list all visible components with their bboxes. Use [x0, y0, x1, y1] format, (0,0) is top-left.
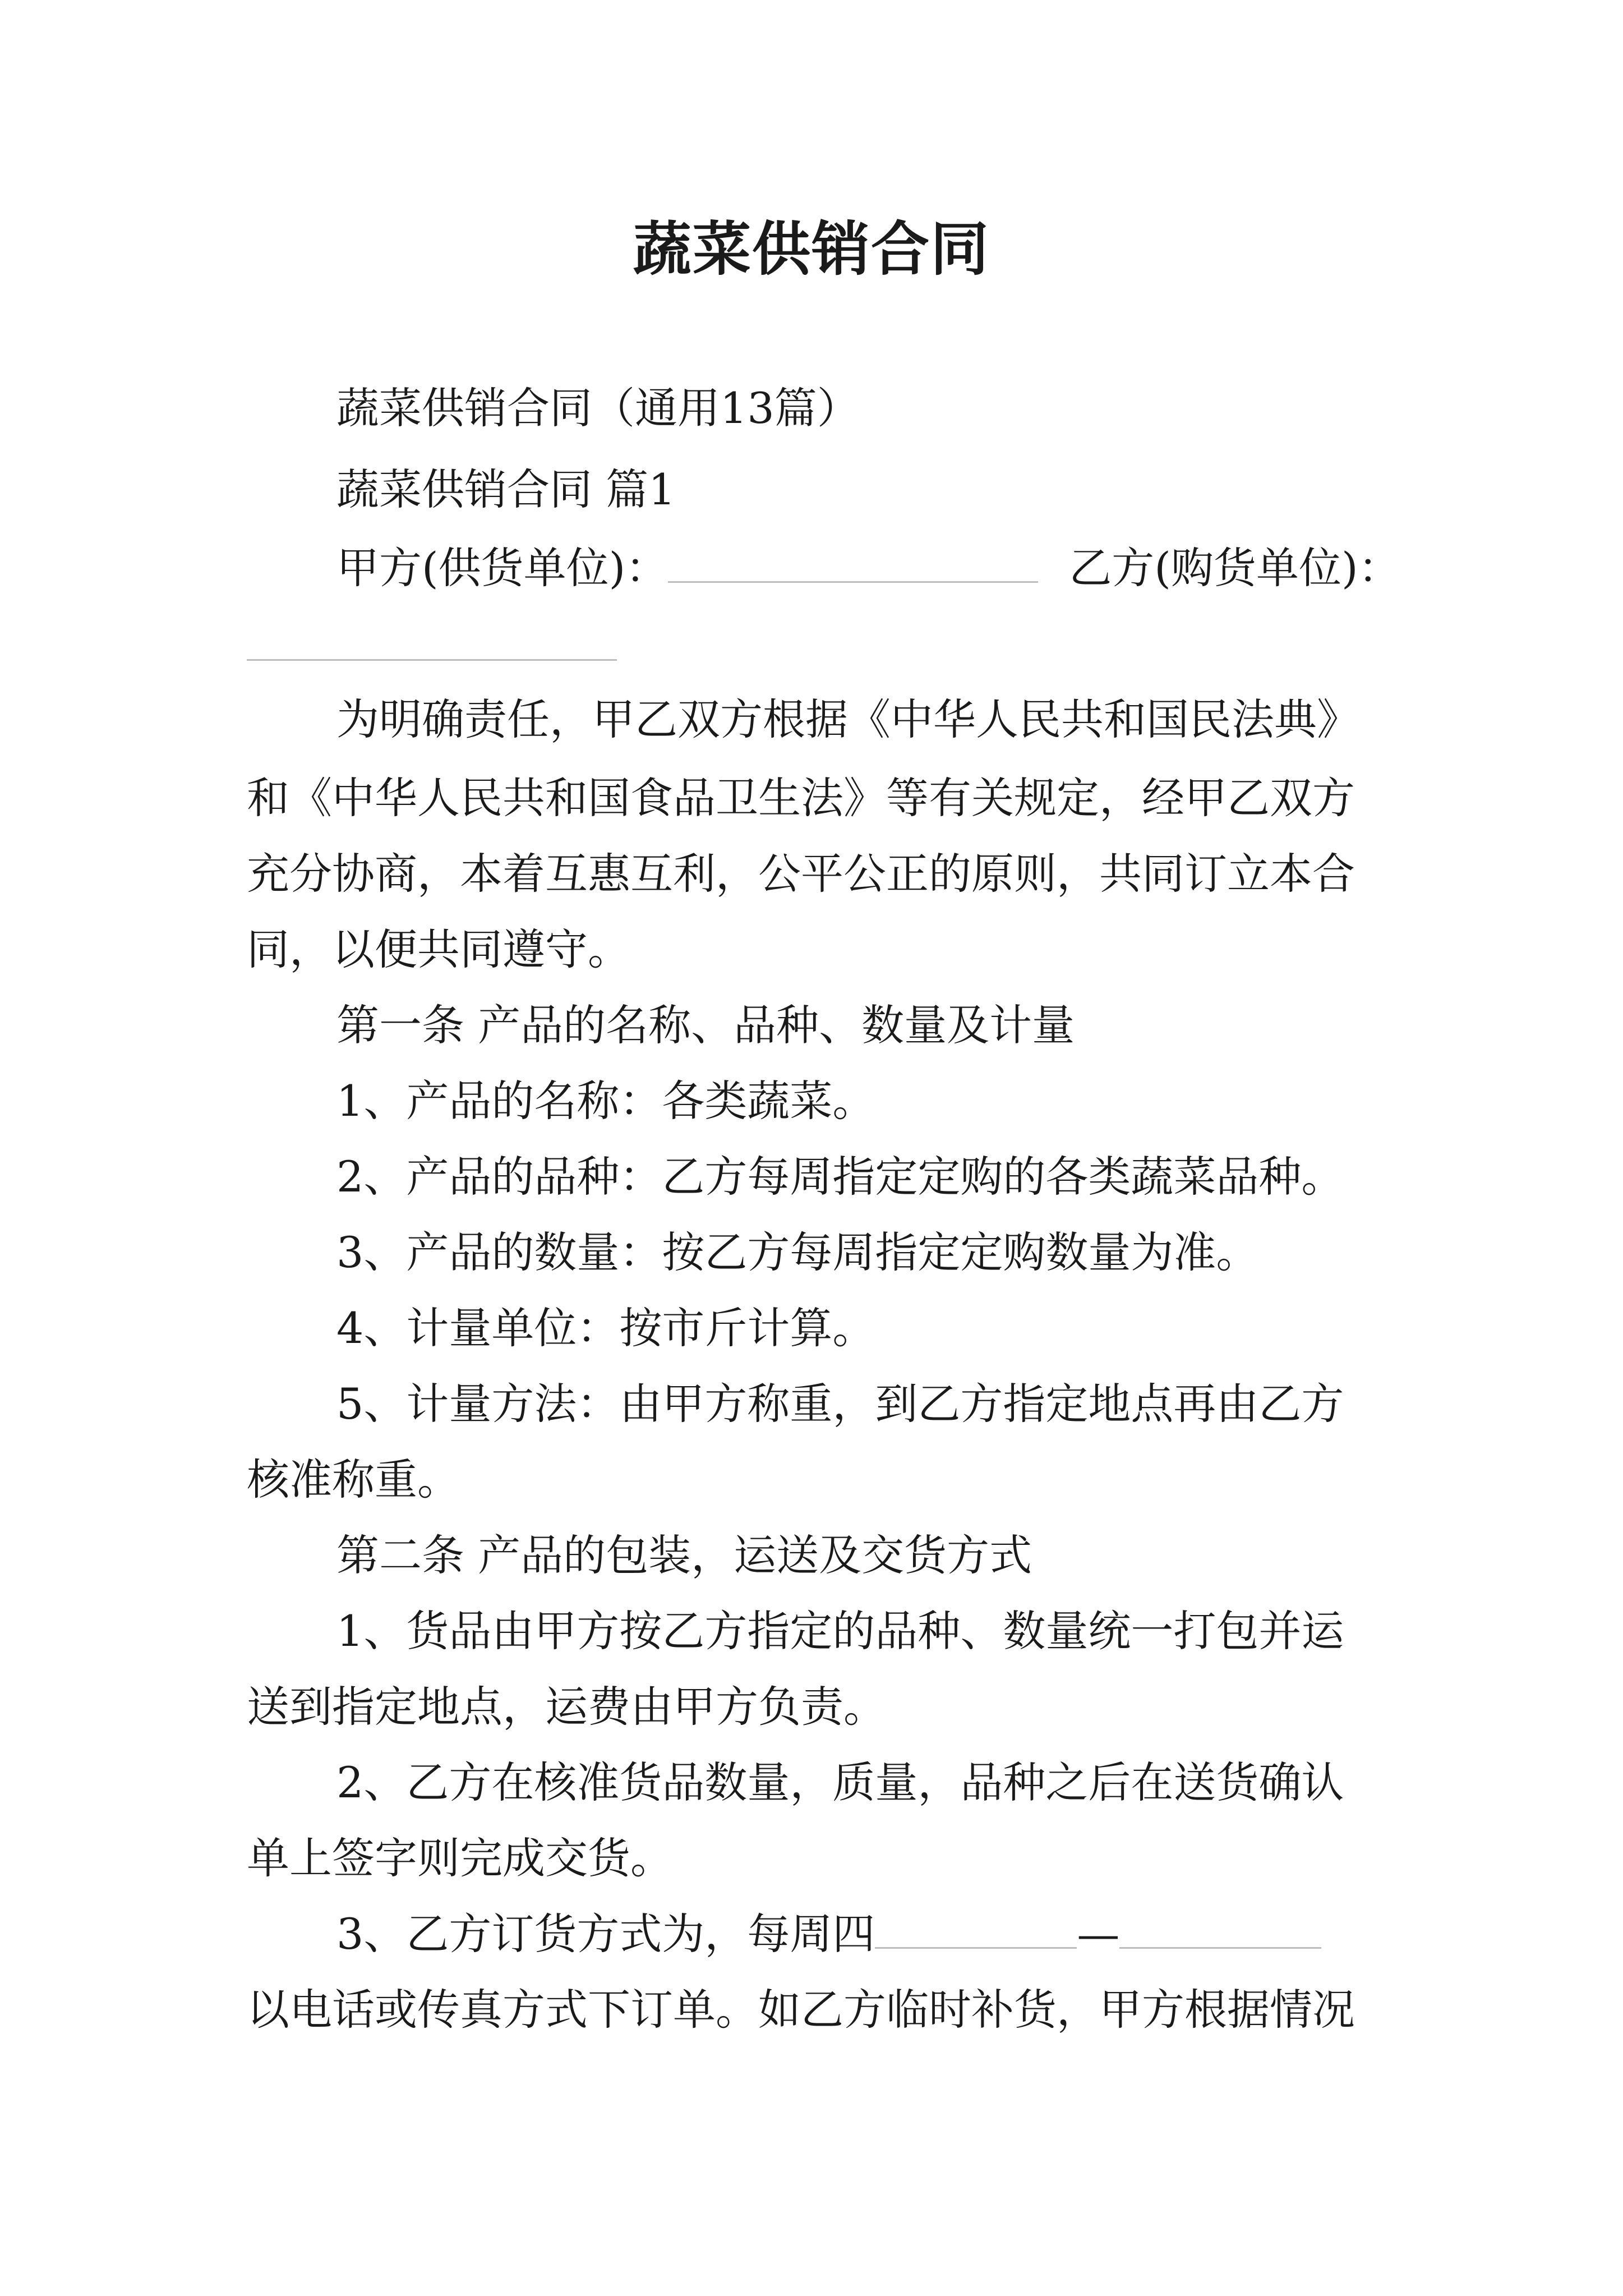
paragraph-line: 充分协商，本着互惠互利，公平公正的原则，共同订立本合 — [247, 849, 1355, 899]
order-text: 3、乙方订货方式为，每周四 — [336, 1909, 875, 1959]
list-item-continuation: 以电话或传真方式下订单。如乙方临时补货，甲方根据情况 — [247, 1985, 1355, 2035]
list-item: 4、计量单位：按市斤计算。 — [336, 1303, 875, 1353]
list-item-continuation: 核准称重。 — [247, 1455, 460, 1504]
list-item — [336, 1909, 1321, 1959]
party-a-blank — [668, 579, 1038, 583]
document-title: 蔬菜供销合同 — [633, 214, 990, 283]
list-item: 1、货品由甲方按乙方指定的品种、数量统一打包并运 — [336, 1606, 1344, 1656]
section-heading-line: 蔬菜供销合同 篇1 — [336, 464, 676, 514]
list-item-continuation: 单上签字则完成交货。 — [247, 1833, 673, 1883]
list-item: 2、产品的品种：乙方每周指定定购的各类蔬菜品种。 — [336, 1152, 1344, 1202]
list-item: 3、产品的数量：按乙方每周指定定购数量为准。 — [336, 1227, 1259, 1277]
party-line — [336, 543, 1401, 593]
list-item: 5、计量方法：由甲方称重，到乙方指定地点再由乙方 — [336, 1379, 1344, 1429]
list-item-continuation: 送到指定地点，运费由甲方负责。 — [247, 1682, 886, 1732]
party-b-label: 乙方(购货单位)： — [1069, 543, 1401, 593]
order-blank-start — [875, 1945, 1077, 1949]
list-item: 1、产品的名称：各类蔬菜。 — [336, 1076, 875, 1126]
party-a-label: 甲方(供货单位)： — [336, 543, 668, 593]
article-heading: 第一条 产品的名称、品种、数量及计量 — [336, 1000, 1075, 1050]
paragraph-line: 为明确责任，甲乙双方根据《中华人民共和国民法典》 — [336, 694, 1359, 744]
article-heading: 第二条 产品的包装，运送及交货方式 — [336, 1530, 1032, 1580]
order-dash: — — [1077, 1909, 1120, 1959]
subtitle-line: 蔬菜供销合同（通用13篇） — [336, 383, 860, 433]
party-b-blank — [247, 659, 617, 661]
paragraph-line: 同，以便共同遵守。 — [247, 924, 630, 974]
list-item: 2、乙方在核准货品数量，质量，品种之后在送货确认 — [336, 1757, 1344, 1807]
paragraph-line: 和《中华人民共和国食品卫生法》等有关规定，经甲乙双方 — [247, 773, 1355, 823]
order-blank-end — [1119, 1945, 1321, 1949]
